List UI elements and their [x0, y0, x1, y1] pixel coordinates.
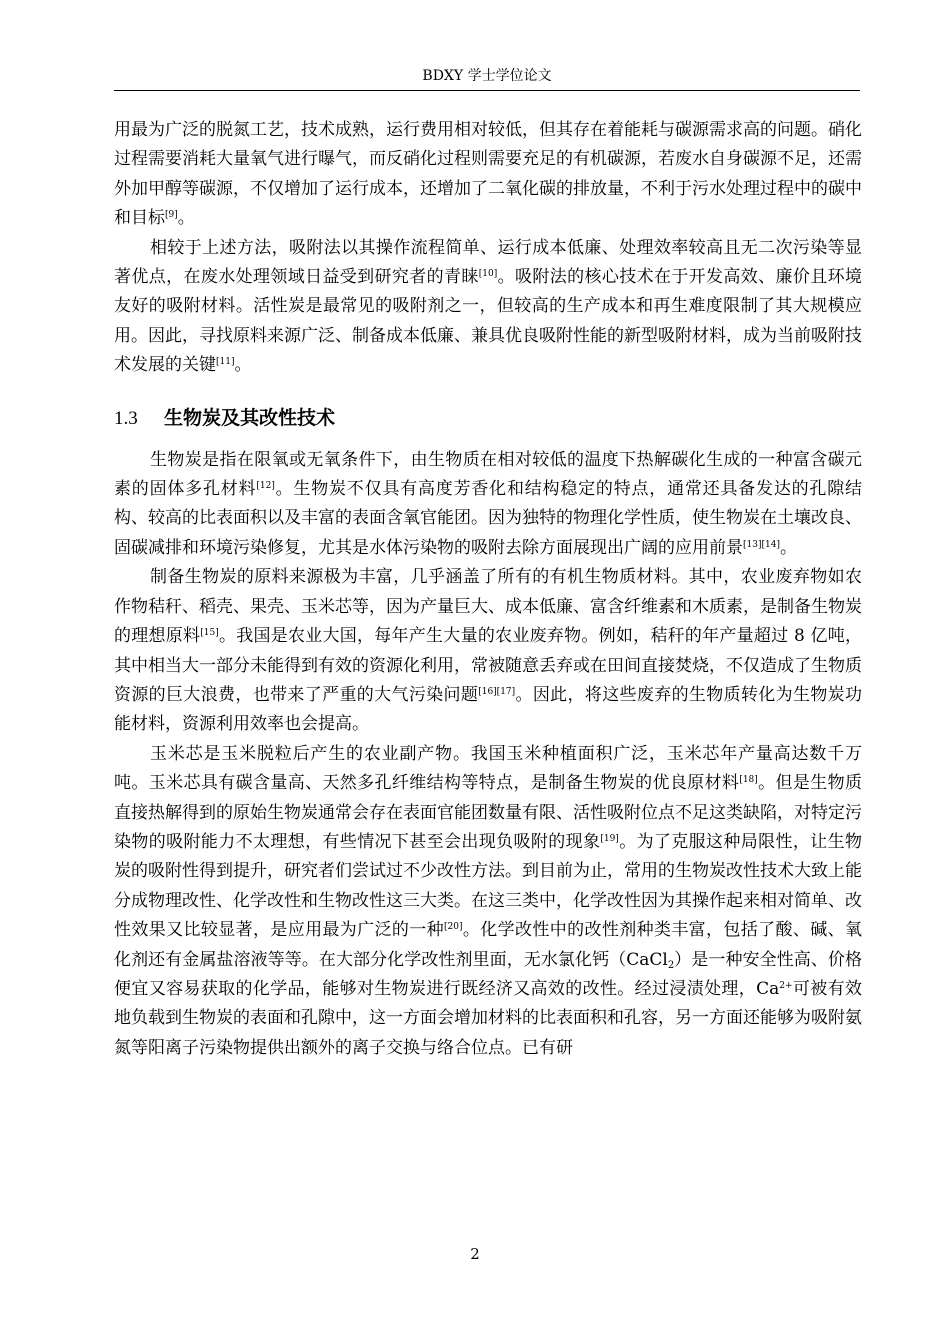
page-number: 2: [470, 1245, 480, 1263]
citation-superscript: [9]: [165, 210, 178, 221]
paragraph-text: 。但是生物质直接热解得到的原始生物炭通常会存在表面官能团数量有限、活性吸附位点不足这类缺陷，对特定污染物的吸附能力不太理想，有些情况下甚至会出现负吸附的现象: [114, 773, 863, 852]
paragraph-text: 。生物炭不仅具有高度芳香化和结构稳定的特点，通常还具备发达的孔隙结构、较高的比表面积以及丰富的表面含氧官能团。因为独特的物理化学性质，使生物炭在土壤改良、固碳减排和环境污染修复，尤其是水体污染物的吸附去除方面展现出广阔的应用前景: [114, 479, 863, 558]
paragraphs-before: [114, 116, 862, 381]
paragraph: [114, 234, 862, 381]
section-title: 生物炭及其改性技术: [164, 406, 336, 429]
citation-superscript: [16][17]: [478, 686, 516, 697]
paragraph-text: 玉米芯是玉米脱粒后产生的农业副产物。我国玉米种植面积广泛，玉米芯年产量高达数千万吨。玉米芯具有碳含量高、天然多孔纤维结构等特点，是制备生物炭的优良原材料: [114, 743, 862, 794]
paragraph: [114, 740, 862, 1063]
citation-superscript: [20]: [444, 922, 463, 933]
citation-superscript: [15]: [200, 628, 219, 639]
paragraph-text: 相较于上述方法，吸附法以其操作流程简单、运行成本低廉、处理效率较高且无二次污染等显著优点，在废水处理领域日益受到研究者的青睐: [114, 237, 862, 288]
paragraph-text: 制备生物炭的原料来源极为丰富，几乎涵盖了所有的有机生物质材料。其中，农业废弃物如农作物秸秆、稻壳、果壳、玉米芯等，因为产量巨大、成本低廉、富含纤维素和木质素，是制备生物炭的理想原料: [114, 567, 862, 647]
citation-superscript: [13][14]: [743, 539, 780, 550]
section-heading: [114, 403, 862, 434]
paragraph-text: 。: [177, 208, 195, 229]
paragraph-text: 。: [779, 537, 797, 558]
section-number: 1.3: [114, 407, 138, 429]
paragraph: [114, 116, 862, 234]
body-text: [114, 116, 862, 1063]
paragraph-text: 。: [234, 355, 252, 376]
paragraph-text: 可被有效地负载到生物炭的表面和孔隙中，这一方面会增加材料的比表面积和孔容，另一方面还能够为吸附氨氮等阳离子污染物提供出额外的离子交换与络合位点。已有研: [114, 978, 862, 1058]
citation-superscript: [12]: [256, 481, 275, 492]
citation-superscript: 2+: [779, 980, 793, 991]
subscript: 2: [667, 959, 675, 971]
citation-superscript: [18]: [739, 775, 758, 786]
paragraph-text: ）是一种安全性高、价格便宜又容易获取的化学品，能够对生物炭进行既经济又高效的改性。经过浸渍处理，Ca: [114, 949, 863, 999]
running-header: BDXY 学士学位论文: [422, 68, 552, 84]
header-rule: [114, 90, 860, 91]
citation-superscript: [10]: [478, 269, 498, 280]
paragraph-text: 。化学改性中的改性剂种类丰富，包括了酸、碱、氧化剂还有金属盐溶液等等。在大部分化学改性剂里面，无水氯化钙（CaCl: [114, 920, 863, 970]
paragraph-text: 。因此，将这些废弃的生物质转化为生物炭功能材料，资源利用效率也会提高。: [114, 684, 863, 735]
citation-superscript: [19]: [600, 833, 619, 844]
paragraph: [114, 563, 862, 739]
paragraph-text: 。我国是农业大国，每年产生大量的农业废弃物。例如，秸秆的年产量超过 8 亿吨，其中相当大一部分未能得到有效的资源化利用，常被随意丢弃或在田间直接焚烧，不仅造成了生物质资源的巨大浪费，也带来了严重的大气污染问题: [114, 626, 863, 705]
paragraph-text: 生物炭是指在限氧或无氧条件下，由生物质在相对较低的温度下热解碳化生成的一种富含碳元素的固体多孔材料: [114, 449, 862, 500]
paragraphs-after: [114, 446, 862, 1064]
paragraph-text: 。为了克服这种局限性，让生物炭的吸附性得到提升，研究者们尝试过不少改性方法。到目前为止，常用的生物炭改性技术大致上能分成物理改性、化学改性和生物改性这三大类。在这三类中，化学改性因为其操作起来相对简单、改性效果又比较显著，是应用最为广泛的一种: [114, 831, 862, 941]
paragraph: [114, 446, 862, 564]
paragraph-text: 用最为广泛的脱氮工艺，技术成熟，运行费用相对较低，但其存在着能耗与碳源需求高的问题。硝化过程需要消耗大量氧气进行曝气，而反硝化过程则需要充足的有机碳源，若废水自身碳源不足，还需外加甲醇等碳源，不仅增加了运行成本，还增加了二氧化碳的排放量，不利于污水处理过程中的碳中和目标: [114, 120, 862, 229]
paragraph-text: 。吸附法的核心技术在于开发高效、廉价且环境友好的吸附材料。活性炭是最常见的吸附剂之一，但较高的生产成本和再生难度限制了其大规模应用。因此，寻找原料来源广泛、制备成本低廉、兼具优良吸附性能的新型吸附材料，成为当前吸附技术发展的关键: [114, 267, 863, 376]
citation-superscript: [11]: [216, 357, 235, 368]
